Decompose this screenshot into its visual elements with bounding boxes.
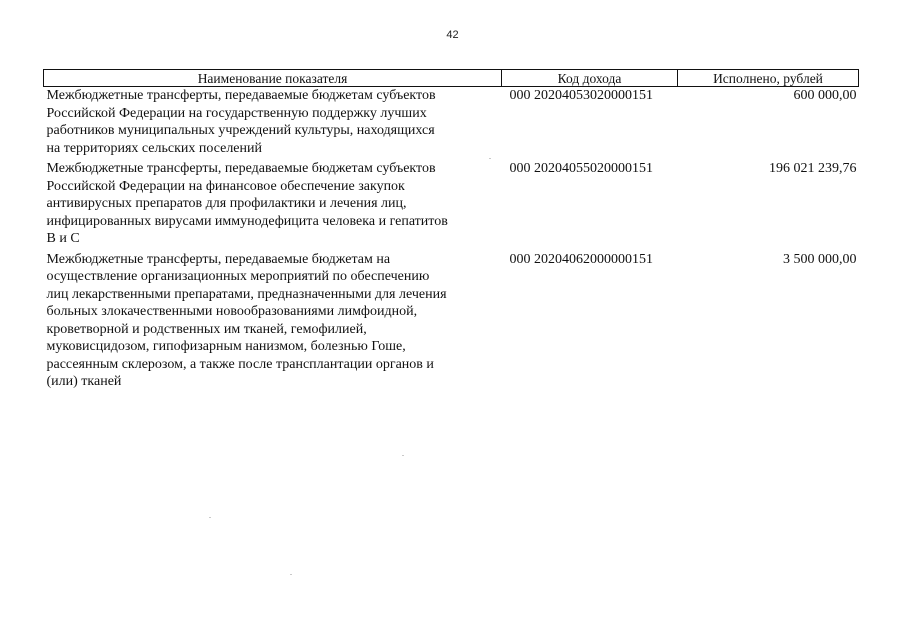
indicator-name-line: лиц лекарственными препаратами, предназначенными для лечения xyxy=(46,286,447,302)
indicator-name-line: рассеянным склерозом, а также после трансплантации органов и xyxy=(46,356,434,372)
table-header-row xyxy=(44,70,859,87)
indicator-name-line: Российской Федерации на государственную поддержку лучших xyxy=(46,105,427,121)
scan-speck xyxy=(209,517,211,518)
executed-amount-cell: 196 021 239,76 xyxy=(769,161,857,176)
indicator-name-line: кроветворной и родственных им тканей, гемофилией, xyxy=(46,321,367,337)
table-row xyxy=(44,87,859,161)
header-indicator-name: Наименование показателя xyxy=(44,70,502,87)
indicator-name-line: В и С xyxy=(46,231,80,246)
revenue-code-cell: 000 20204062000000151 xyxy=(509,251,653,267)
indicator-name-cell xyxy=(44,251,502,394)
indicator-name-line: работников муниципальных учреждений культуры, находящихся xyxy=(46,123,435,138)
indicator-name-cell xyxy=(44,87,502,161)
header-executed-amount: Исполнено, рублей xyxy=(678,70,859,87)
indicator-name-line: Межбюджетные трансферты, передаваемые бюджетам субъектов xyxy=(46,88,436,103)
revenue-code-cell: 000 20204053020000151 xyxy=(509,88,653,103)
scan-speck xyxy=(489,158,491,159)
indicator-name-line: Межбюджетные трансферты, передаваемые бюджетам на xyxy=(46,251,391,267)
indicator-name-line: осуществление организационных мероприятий по обеспечению xyxy=(46,269,430,284)
revenue-code-cell: 000 20204055020000151 xyxy=(509,161,653,176)
scan-speck xyxy=(290,574,292,575)
revenue-table xyxy=(43,69,859,394)
indicator-name-line: антивирусных препаратов для профилактики и лечения лиц, xyxy=(46,196,407,211)
indicator-name-cell xyxy=(44,160,502,251)
indicator-name-line: на территориях сельских поселений xyxy=(46,140,262,156)
indicator-name-line: муковисцидозом, гипофизарным нанизмом, болезнью Гоше, xyxy=(46,339,406,354)
table-row xyxy=(44,160,859,251)
indicator-name-line: больных злокачественными новообразованиями лимфоидной, xyxy=(46,304,418,319)
header-revenue-code: Код дохода xyxy=(502,70,678,87)
page-number: 42 xyxy=(446,29,459,41)
table-row xyxy=(44,251,859,394)
indicator-name-line: инфицированных вирусами иммунодефицита человека и гепатитов xyxy=(46,213,448,229)
indicator-name-line: Российской Федерации на финансовое обеспечение закупок xyxy=(46,178,405,194)
indicator-name-line: Межбюджетные трансферты, передаваемые бюджетам субъектов xyxy=(46,161,436,176)
executed-amount-cell: 3 500 000,00 xyxy=(783,251,857,267)
indicator-name-line: (или) тканей xyxy=(46,374,122,389)
scan-speck xyxy=(402,455,404,456)
executed-amount-cell: 600 000,00 xyxy=(793,88,857,103)
